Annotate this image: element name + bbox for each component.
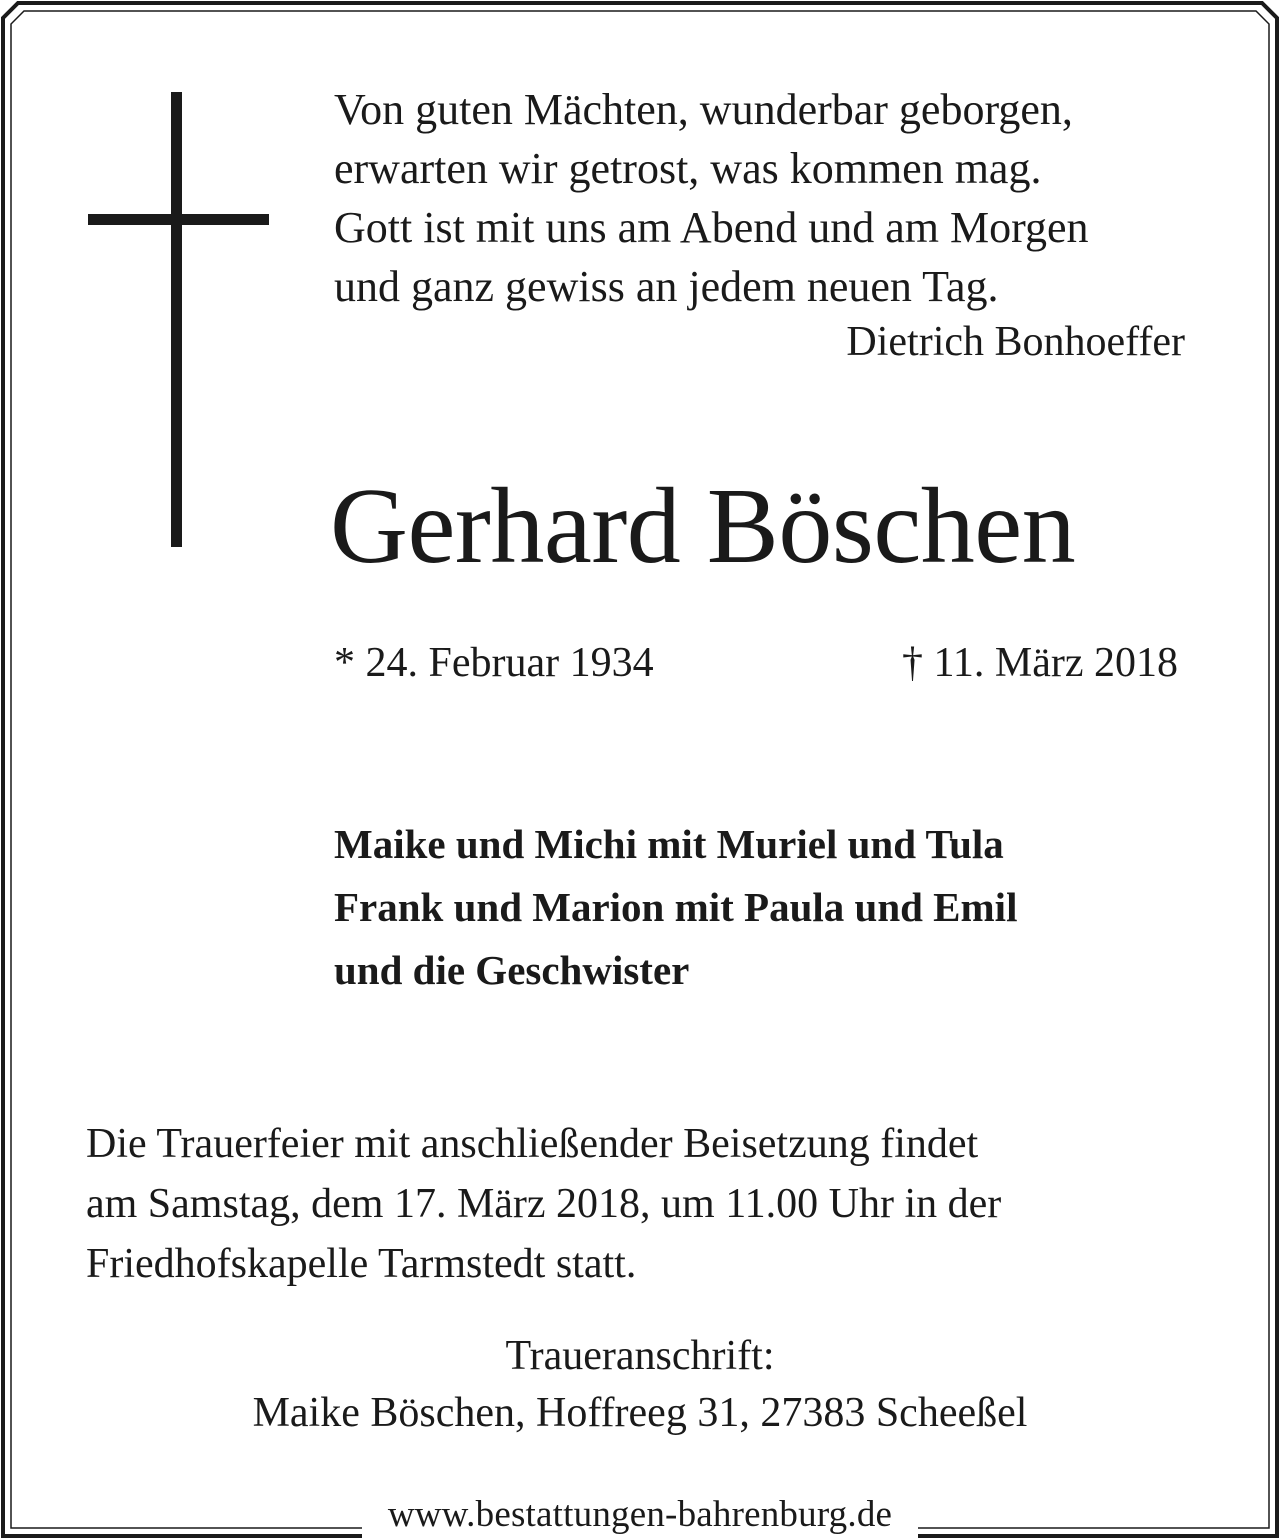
condolence-address: Maike Böschen, Hoffreeg 31, 27383 Scheeßel [252, 1390, 1028, 1436]
poem-author: Dietrich Bonhoeffer [846, 319, 1185, 365]
birth-date: * 24. Februar 1934 [334, 640, 654, 686]
service-line: Die Trauerfeier mit anschließender Beisetzung findet [86, 1121, 979, 1167]
death-date: † 11. März 2018 [901, 640, 1178, 686]
service-line: am Samstag, dem 17. März 2018, um 11.00 Uhr in der [86, 1181, 1002, 1227]
cross-horizontal-bar [88, 214, 269, 225]
cross-vertical-bar [171, 92, 182, 547]
poem [334, 80, 1194, 316]
deceased-name: Gerhard Böschen [330, 467, 1076, 586]
mourners-line: Maike und Michi mit Muriel und Tula [334, 821, 1004, 867]
condolence-address-label: Traueranschrift: [505, 1333, 775, 1379]
footer [0, 1490, 1280, 1539]
poem-line: und ganz gewiss an jedem neuen Tag. [334, 262, 999, 311]
poem-line: erwarten wir getrost, was kommen mag. [334, 144, 1042, 193]
service-line: Friedhofskapelle Tarmstedt statt. [86, 1241, 637, 1287]
poem-line: Gott ist mit uns am Abend und am Morgen [334, 203, 1089, 252]
mourners-line: Frank und Marion mit Paula und Emil [334, 884, 1018, 930]
poem-line: Von guten Mächten, wunderbar geborgen, [334, 85, 1073, 134]
website-link[interactable]: www.bestattungen-bahrenburg.de [362, 1490, 918, 1539]
funeral-service-info [86, 1114, 1196, 1294]
mourners-line: und die Geschwister [334, 947, 690, 993]
mourners-list [334, 813, 1214, 1002]
